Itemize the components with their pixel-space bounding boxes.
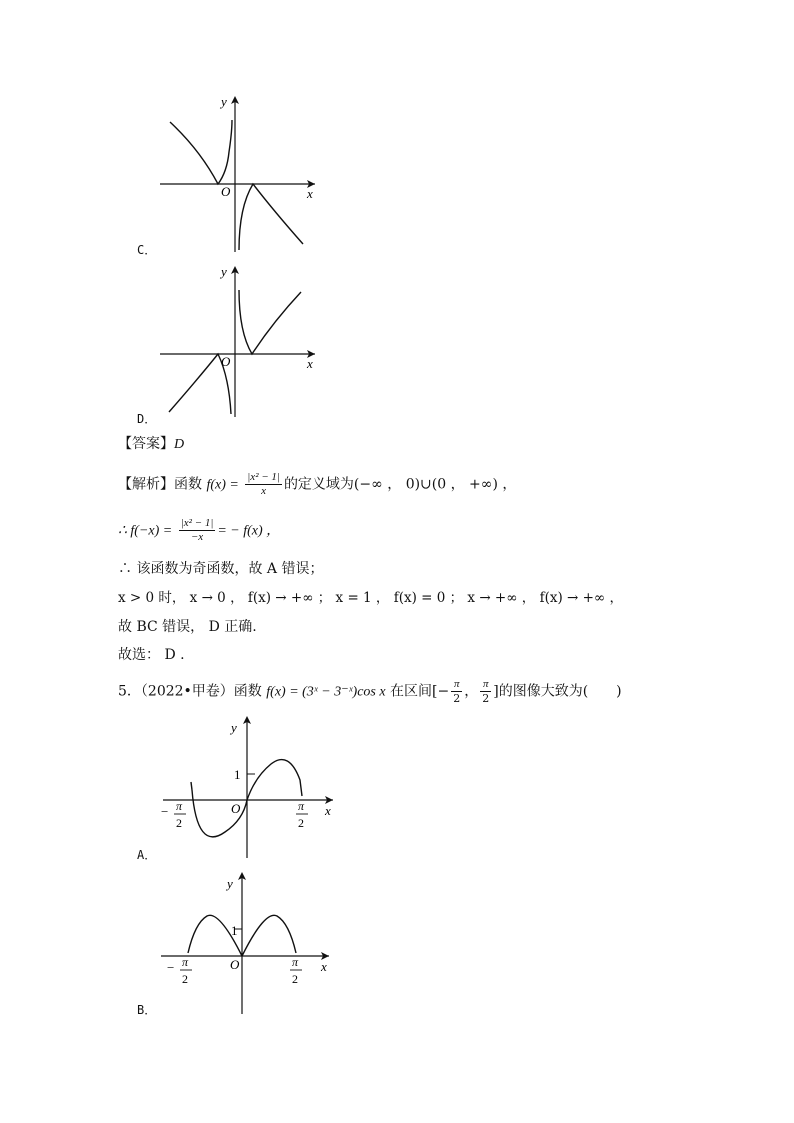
analysis-text: 函数	[174, 476, 202, 493]
graph-c	[155, 92, 330, 257]
fraction-pi-2	[451, 678, 462, 705]
curve-right	[239, 184, 303, 250]
y-label: y	[231, 720, 237, 735]
curve-right	[239, 290, 301, 354]
domain-text: 的定义域为(−∞ ， 0)∪(0 ， +∞) ，	[283, 476, 517, 493]
neg-pi: π	[176, 799, 183, 813]
fraction-denominator: x	[261, 485, 267, 497]
option-5a-label: A．	[137, 848, 157, 862]
question-number: 5．	[118, 683, 141, 700]
origin-label: O	[221, 354, 231, 369]
fraction-numerator: |x² − 1|	[247, 471, 280, 483]
analysis-line-2	[118, 517, 280, 544]
graph-5b	[155, 868, 345, 1016]
option-d-label: D．	[137, 412, 157, 426]
question-5	[118, 678, 622, 705]
question-interval-open: 在区间[−	[390, 683, 450, 700]
neg-two: 2	[176, 816, 182, 830]
neg-sign: −	[167, 960, 175, 975]
tick-1-label: 1	[234, 767, 241, 782]
curve-right	[242, 915, 296, 956]
fraction-numerator: π	[451, 678, 462, 692]
analysis-line-6: 故选： D .	[118, 647, 185, 663]
analysis-bracket: 【解析】	[118, 476, 174, 493]
fraction-denominator: −x	[190, 531, 204, 543]
fraction	[179, 517, 216, 544]
analysis-line-4: x > 0 时， x → 0 ， f(x) → +∞ ； x = 1 ， f(x) = 0 ； x → +∞ ， f(x) → +∞ ，	[118, 590, 623, 606]
y-label: y	[221, 264, 227, 279]
odd-check: ∴ f(−x) =	[118, 523, 173, 539]
pos-pi: π	[292, 955, 299, 969]
origin-label: O	[230, 957, 240, 972]
neg-sign: −	[161, 804, 169, 819]
analysis-line-3: ∴ 该函数为奇函数，故 A 错误；	[118, 561, 324, 577]
graph-d	[155, 262, 330, 422]
fraction-denominator: 2	[453, 692, 461, 705]
y-label: y	[221, 94, 227, 109]
interval-comma: ，	[464, 683, 479, 700]
curve-left-tail	[191, 782, 192, 790]
neg-two: 2	[182, 972, 188, 986]
question-tail: ]的图像大致为( )	[493, 683, 622, 700]
function-f: f(x) =	[206, 477, 239, 493]
option-c-label: C．	[137, 243, 157, 257]
pos-pi: π	[298, 799, 305, 813]
question-formula: f(x) = (3ˣ − 3⁻ˣ)cos x	[266, 684, 386, 700]
fraction-pi-2	[480, 678, 491, 705]
fraction-numerator: |x² − 1|	[180, 517, 214, 529]
pos-two: 2	[298, 816, 304, 830]
x-label: x	[321, 959, 327, 974]
answer-value: D	[174, 437, 185, 452]
odd-result: = − f(x) ，	[217, 523, 281, 539]
analysis-line-1	[118, 471, 516, 498]
fraction-numerator: π	[480, 678, 491, 692]
fraction	[245, 471, 282, 498]
question-source: （2022•甲卷）函数	[140, 683, 262, 700]
neg-pi: π	[182, 955, 189, 969]
x-label: x	[325, 803, 331, 818]
graph-5a	[155, 712, 345, 862]
x-label: x	[307, 186, 313, 201]
analysis-line-5: 故 BC 错误， D 正确.	[118, 619, 257, 635]
fraction-denominator: 2	[482, 692, 490, 705]
x-label: x	[307, 356, 313, 371]
y-label: y	[227, 876, 233, 891]
curve-left	[170, 120, 232, 184]
pos-two: 2	[292, 972, 298, 986]
option-5b-label: B．	[137, 1003, 157, 1017]
origin-label: O	[231, 801, 241, 816]
answer-line	[118, 434, 184, 455]
answer-bracket: 【答案】	[118, 436, 174, 452]
origin-label: O	[221, 184, 231, 199]
tick-1-label: 1	[231, 923, 238, 938]
